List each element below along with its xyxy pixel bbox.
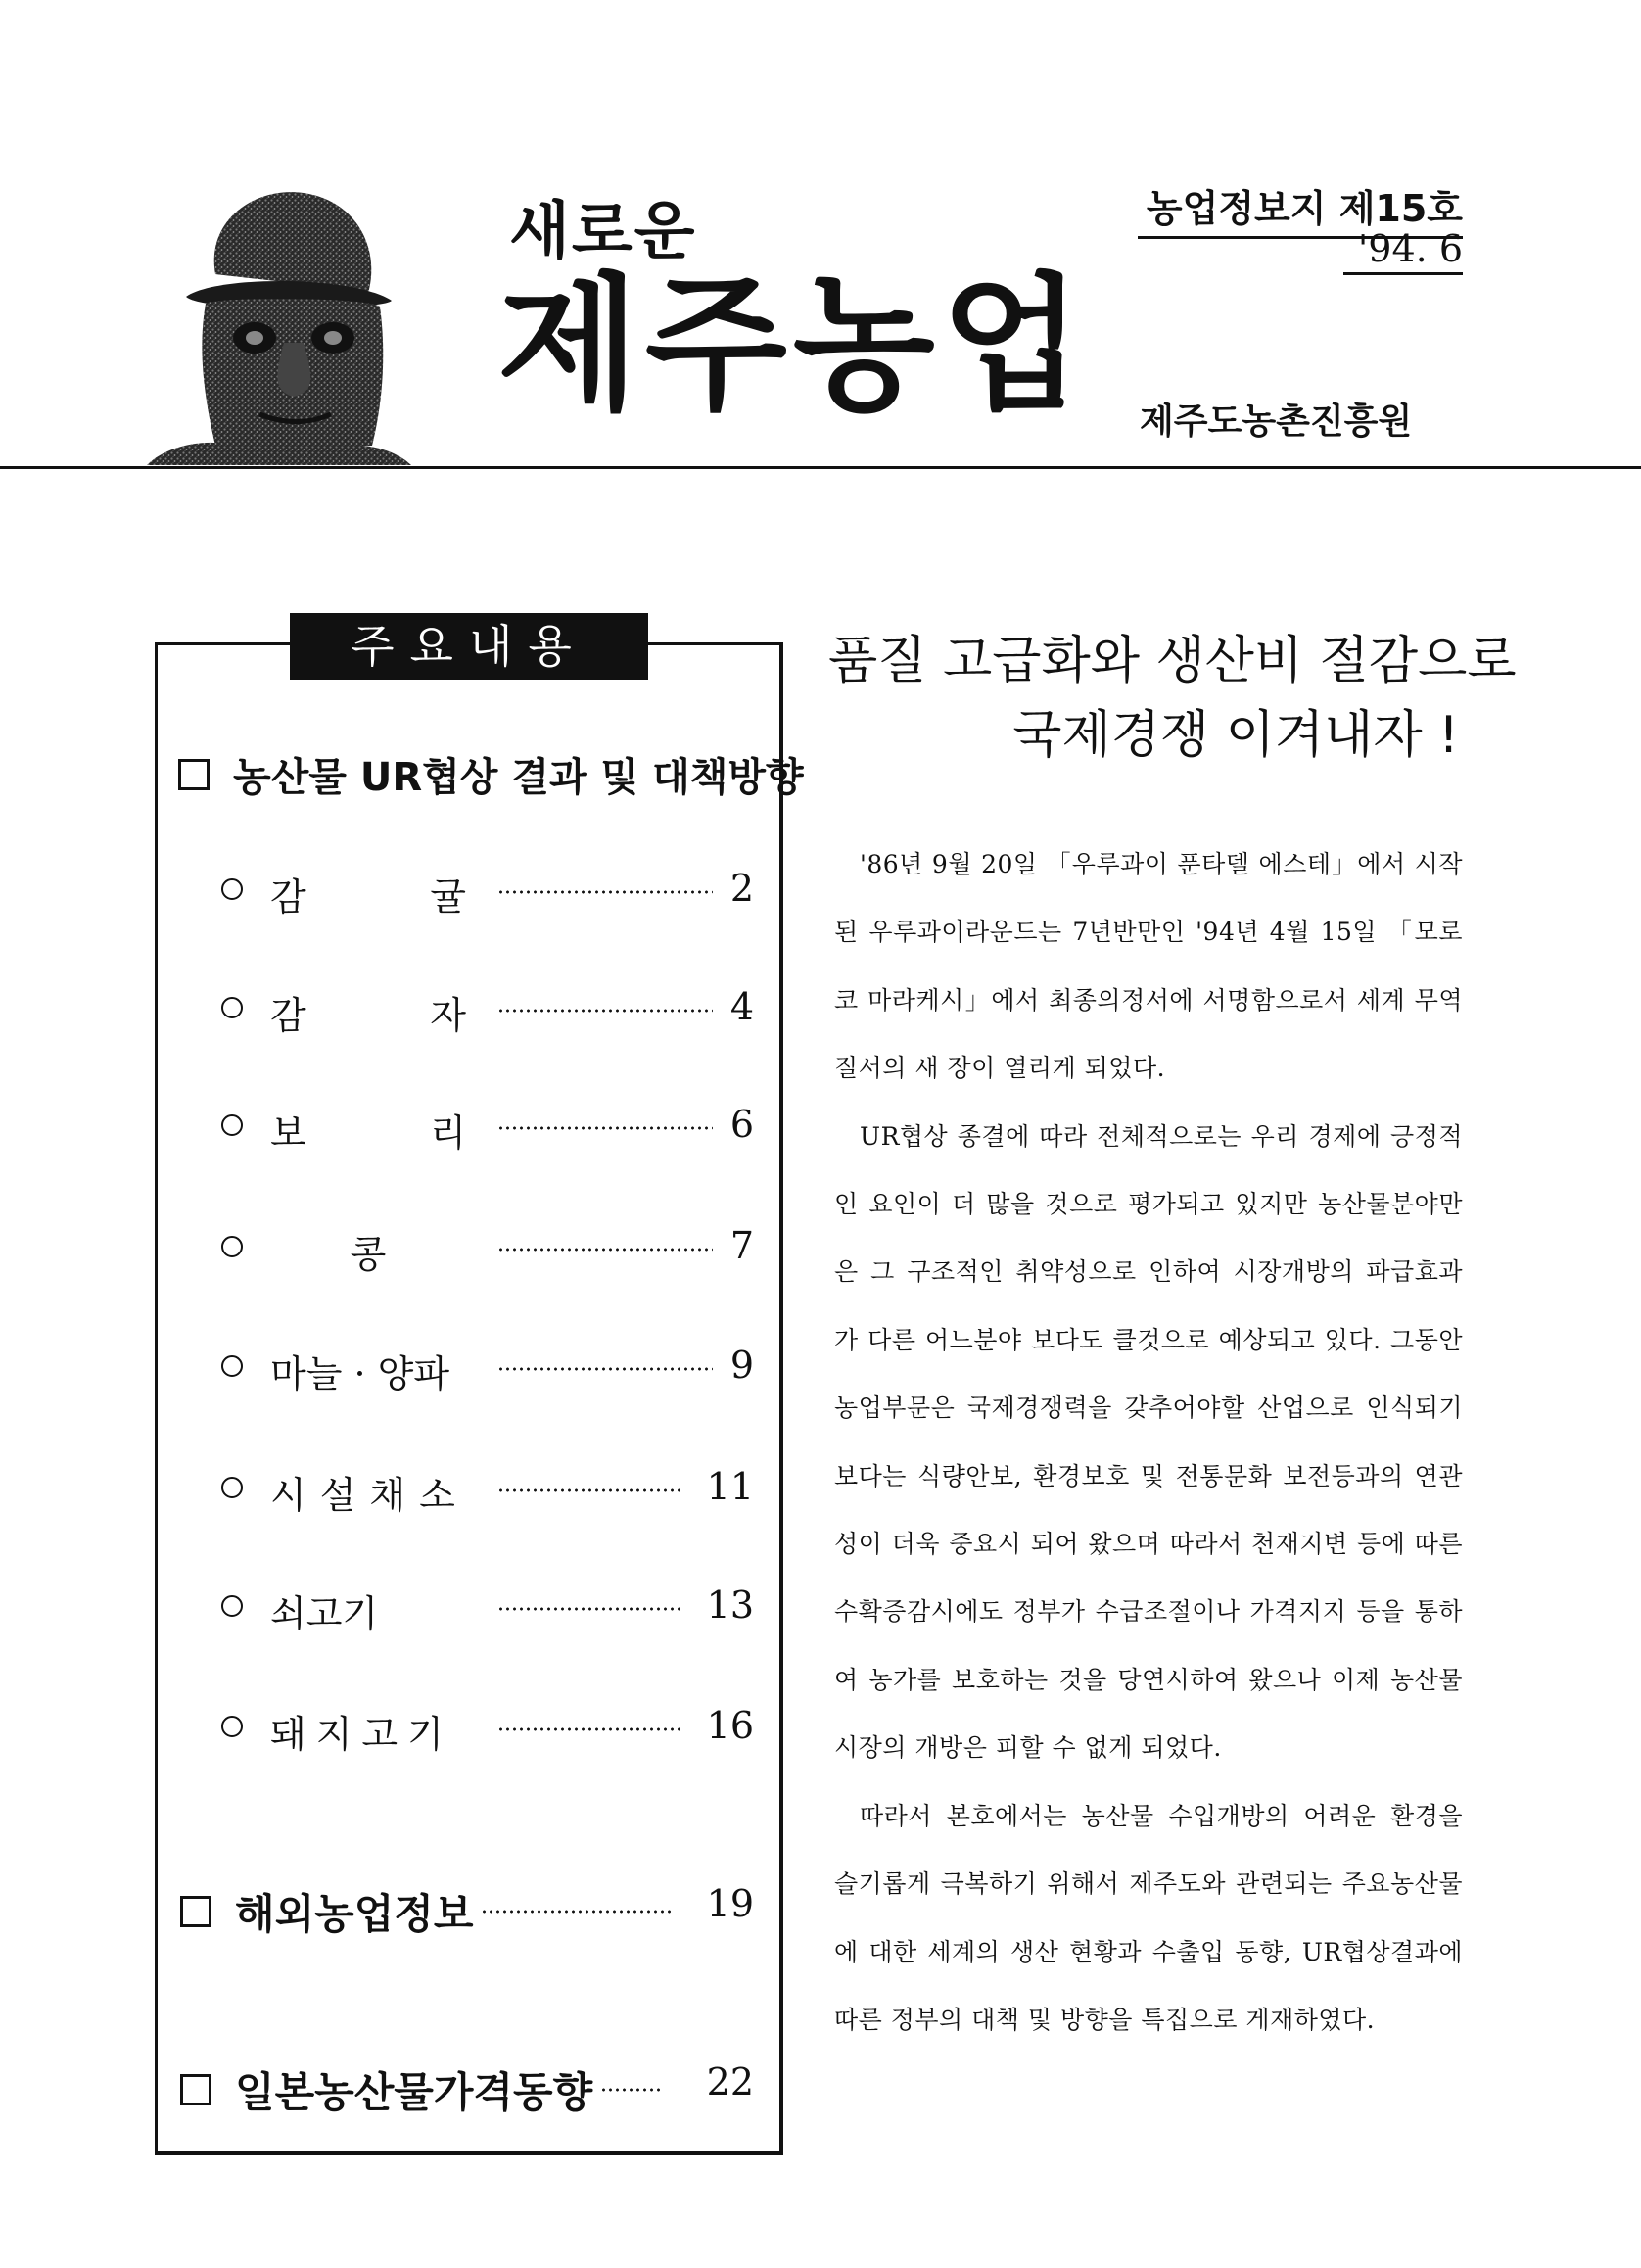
article-body (834, 830, 1463, 2054)
publisher-name: 제주도농촌진흥원 (1140, 402, 1413, 442)
toc-item-beef[interactable] (0, 1583, 783, 1635)
issue-label: 농업정보지 제15호 (1138, 178, 1463, 239)
toc-item-soybean[interactable] (0, 1224, 783, 1276)
toc-section-title: 일본농산물가격동향 (235, 2068, 593, 2116)
toc-item-label: 감 자 (270, 994, 466, 1037)
toc-item-label: 콩 (350, 1233, 387, 1276)
toc-item-greenhouse-vegetables[interactable] (0, 1465, 783, 1517)
toc-section-page: 19 (706, 1882, 754, 1925)
masthead-subtitle: 새로운 (509, 196, 697, 268)
toc-item-page: 13 (706, 1583, 754, 1627)
issue-date: '94. 6 (1343, 227, 1463, 275)
toc-item-page: 11 (706, 1465, 754, 1508)
toc-item-garlic-onion[interactable] (0, 1344, 783, 1393)
toc-item-page: 16 (706, 1704, 754, 1747)
toc-item-label: 쇠고기 (270, 1592, 379, 1635)
circle-bullet-icon (221, 1236, 243, 1257)
dolhareubang-statue-icon (147, 181, 411, 465)
toc-item-page: 4 (729, 985, 754, 1028)
toc-item-page: 7 (729, 1224, 754, 1267)
contents-heading: 주요내용 (290, 613, 648, 680)
leader-dots (481, 1910, 673, 1914)
checkbox-icon (180, 2074, 211, 2105)
toc-section-overseas[interactable] (180, 1882, 673, 1941)
toc-section-ur[interactable] (178, 746, 804, 802)
leader-dots (497, 1367, 713, 1371)
toc-section-title: 해외농업정보 (235, 1890, 474, 1938)
toc-section-japan-prices[interactable] (180, 2060, 661, 2119)
circle-bullet-icon (221, 878, 243, 900)
toc-item-page: 6 (729, 1103, 754, 1146)
toc-item-citrus[interactable] (0, 867, 783, 919)
circle-bullet-icon (221, 1595, 243, 1617)
toc-item-pork[interactable] (0, 1704, 783, 1756)
toc-section-page: 22 (706, 2060, 754, 2103)
article-paragraph: '86년 9월 20일 「우루과이 푼타델 에스테」에서 시작된 우루과이라운드는 7년반만인 '94년 4월 15일 「모로코 마라케시」에서 최종의정서에 서명함으로서 세계 무역질서의 새 장이 열리게 되었다. (834, 850, 1463, 1083)
article-paragraph: 따라서 본호에서는 농산물 수입개방의 어려운 환경을 슬기롭게 극복하기 위해서 제주도와 관련되는 주요농산물에 대한 세계의 생산 현황과 수출입 동향, UR협상결과에 따른 정부의 대책 및 방향을 특집으로 게재하였다. (834, 1801, 1463, 2034)
leader-dots (600, 2088, 661, 2092)
circle-bullet-icon (221, 1355, 243, 1377)
circle-bullet-icon (221, 1716, 243, 1737)
toc-item-page: 9 (729, 1344, 754, 1387)
leader-dots (497, 1248, 713, 1252)
leader-dots (497, 1727, 683, 1731)
circle-bullet-icon (221, 997, 243, 1018)
article-headline-line2: 국제경쟁 이겨내자 ! (1012, 706, 1459, 765)
toc-item-label: 마늘 · 양파 (270, 1352, 450, 1395)
toc-item-label: 시설채소 (270, 1474, 469, 1517)
leader-dots (497, 1488, 683, 1492)
toc-item-label: 보 리 (270, 1111, 466, 1155)
masthead-title: 제주농업 (497, 260, 1089, 431)
toc-item-barley[interactable] (0, 1103, 783, 1155)
checkbox-icon (180, 1896, 211, 1927)
article-paragraph: UR협상 종결에 따라 전체적으로는 우리 경제에 긍정적인 요인이 더 많을 것으로 평가되고 있지만 농산물분야만은 그 구조적인 취약성으로 인하여 시장개방의 파급효과가 다른 어느분야 보다도 클것으로 예상되고 있다. 그동안 농업부문은 국제경쟁력을 갖추어야할 산업으로 인식되기 보다는 식량안보, 환경보호 및 전통문화 보전등과의 연관성이 더욱 중요시 되어 왔으며 따라서 천재지변 등에 따른 수확증감시에도 정부가 수급조절이나 가격지지 등을 통하여 농가를 보호하는 것을 당연시하여 왔으나 이제 농산물 시장의 개방은 피할 수 없게 되었다. (834, 1121, 1463, 1763)
header-divider (0, 466, 1641, 469)
circle-bullet-icon (221, 1477, 243, 1498)
checkbox-icon (178, 759, 210, 790)
circle-bullet-icon (221, 1114, 243, 1136)
article-headline-line1: 품질 고급화와 생산비 절감으로 (828, 632, 1517, 690)
leader-dots (497, 1607, 683, 1611)
toc-item-label: 감 귤 (270, 875, 466, 919)
toc-item-page: 2 (729, 867, 754, 910)
toc-item-label: 돼지고기 (270, 1713, 453, 1756)
leader-dots (497, 1126, 713, 1130)
toc-section-title: 농산물 UR협상 결과 및 대책방향 (233, 755, 804, 800)
toc-item-potato[interactable] (0, 985, 783, 1037)
leader-dots (497, 1009, 713, 1013)
leader-dots (497, 890, 713, 894)
